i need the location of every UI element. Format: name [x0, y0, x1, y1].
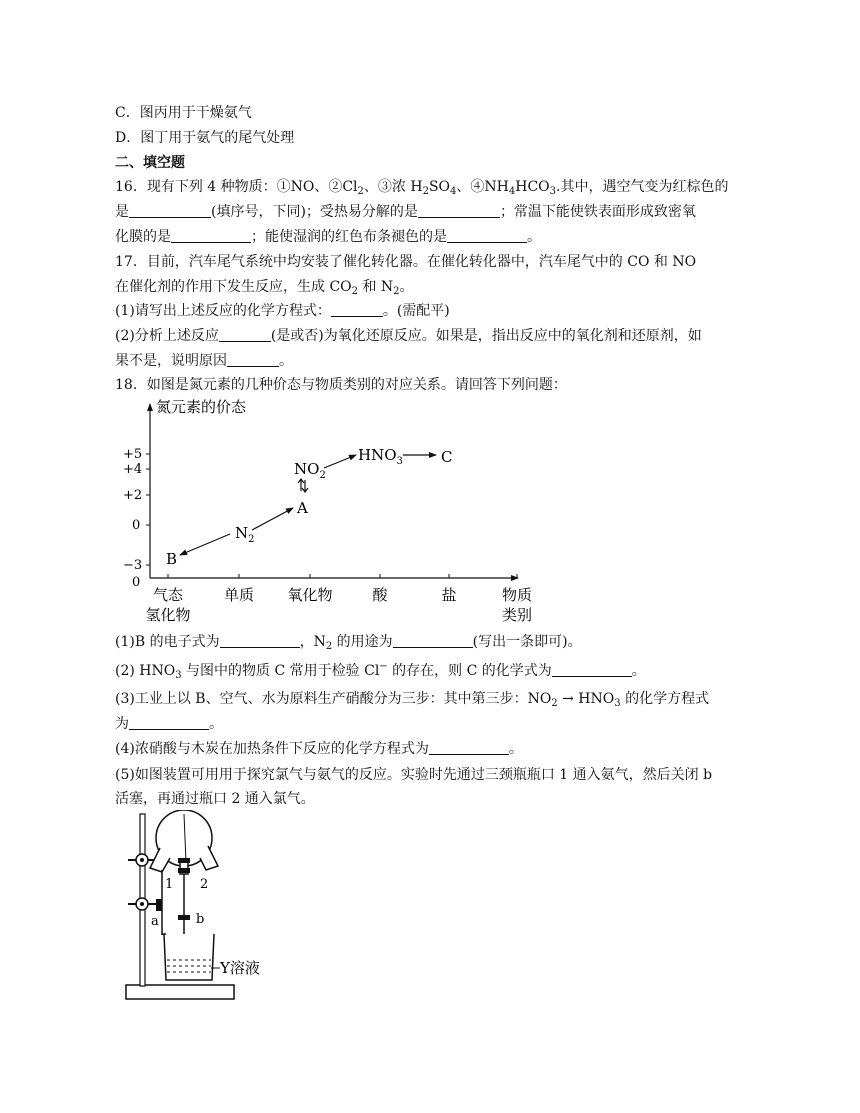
arrow-n2-to-b: [180, 534, 230, 555]
q17-line-1: 17．目前，汽车尾气系统中均安装了催化转化器。在催化转化器中，汽车尾气中的 CO 和 NO: [115, 254, 697, 270]
q18-part-5-line-2: 活塞，再通过瓶口 2 通入氯气。: [115, 791, 315, 807]
stopper: [178, 868, 190, 873]
q16-line-3: 化膜的是 ；能使湿润的红色布条褪色的是 。: [115, 229, 541, 245]
beaker: [164, 934, 214, 980]
y-ticks: [123, 447, 150, 590]
x-category-label: 酸: [372, 586, 388, 604]
x-category-label: 氢化物: [145, 606, 191, 624]
q18-part-4: (4)浓硝酸与木炭在加热条件下反应的化学方程式为 。: [115, 741, 523, 757]
answer-blank[interactable]: [429, 740, 509, 755]
q18-part-5-line-1: (5)如图装置可用用于探究氯气与氨气的反应。实验时先通过三颈瓶瓶口 1 通入氨气，然后关闭 b: [115, 767, 713, 783]
q17-line-3: (1)请写出上述反应的化学方程式： 。(需配平): [115, 303, 450, 319]
apparatus-diagram: [122, 810, 282, 1006]
x-category-label: 类别: [501, 606, 533, 624]
answer-blank[interactable]: [220, 633, 300, 648]
x-category-label: 盐: [441, 586, 457, 604]
nitrogen-valence-diagram: [118, 392, 548, 628]
y-tick-label: +4: [123, 462, 143, 477]
x-category-label: 单质: [223, 586, 255, 604]
arrow-n2-to-a: [252, 508, 293, 530]
stand-base: [126, 985, 234, 999]
q16-line-2: 是 (填序号，下同)；受热易分解的是 ；常温下能使铁表面形成致密氧: [115, 204, 696, 220]
x-category-label: 气态: [152, 586, 184, 604]
q17-line-4: (2)分析上述反应 (是或否)为氧化还原反应。如果是，指出反应中的氧化剂和还原剂，如: [115, 328, 702, 344]
q18-intro: 18．如图是氮元素的几种价态与物质类别的对应关系。请回答下列问题：: [115, 377, 567, 393]
stopcock-b: [178, 915, 190, 920]
y-tick-label: +2: [123, 488, 143, 503]
arrow-no2-to-hno3: [324, 455, 356, 468]
answer-blank[interactable]: [447, 228, 527, 243]
y-tick-label: 0: [132, 518, 141, 533]
species-n2: $N_2$: [235, 524, 255, 545]
y-tick-label: +5: [123, 447, 143, 462]
answer-blank[interactable]: [227, 352, 279, 367]
option-d: D．图丁用于氨气的尾气处理: [115, 130, 295, 146]
label-y-solution: Y溶液: [220, 959, 260, 977]
q16-line-1: 16．现有下列 4 种物质：①NO、$②Cl_2$、③浓 $H_2SO_4$、$④NH_4HCO_3$.其中，遇空气变为红棕色的: [115, 179, 729, 197]
stopcock-a: [156, 899, 162, 911]
q18-part-3-cont: 为 。: [115, 716, 223, 732]
y-tick-label: 0: [132, 575, 141, 590]
answer-blank[interactable]: [418, 203, 500, 218]
x-category-labels: [145, 586, 532, 624]
y-axis-label: 氮元素的价态: [156, 398, 247, 416]
q17-line-5: 果不是，说明原因 。: [115, 353, 293, 369]
section-heading: 二、填空题: [115, 155, 185, 171]
answer-blank[interactable]: [552, 662, 632, 677]
label-b: b: [196, 912, 205, 927]
answer-blank[interactable]: [171, 228, 251, 243]
species-hno3: $HNO_3$: [358, 446, 403, 467]
x-category-label: 氧化物: [287, 586, 333, 604]
species-c: C: [441, 448, 453, 466]
label-2: 2: [200, 877, 209, 892]
q18-part-2: (2) $HNO_3$ 与图中的物质 C 常用于检验 Cl− 的存在，则 C 的化学式为 。: [115, 661, 646, 681]
option-c: C．图丙用于干燥氨气: [115, 105, 252, 121]
stopper: [178, 858, 190, 863]
answer-blank[interactable]: [331, 302, 383, 317]
species-no2: $NO_2$: [294, 460, 326, 481]
species-a: A: [297, 499, 308, 517]
answer-blank[interactable]: [219, 327, 271, 342]
label-a: a: [151, 914, 159, 929]
label-1: 1: [165, 877, 174, 892]
y-tick-label: −3: [123, 558, 143, 573]
species-b: B: [166, 550, 178, 568]
q18-part-1: (1)B 的电子式为 ，$N_2$ 的用途为 (写出一条即可)。: [115, 634, 582, 652]
q18-part-3: (3)工业上以 B、空气、水为原料生产硝酸分为三步：其中第三步：$NO_2 \to HNO_3$ 的化学方程式: [115, 691, 710, 709]
answer-blank[interactable]: [393, 633, 473, 648]
q17-line-2: 在催化剂的作用下发生反应，生成 $CO_2$ 和 $N_2$。: [115, 279, 414, 297]
x-category-label: 物质: [501, 586, 533, 604]
answer-blank[interactable]: [129, 203, 211, 218]
answer-blank[interactable]: [129, 715, 209, 730]
